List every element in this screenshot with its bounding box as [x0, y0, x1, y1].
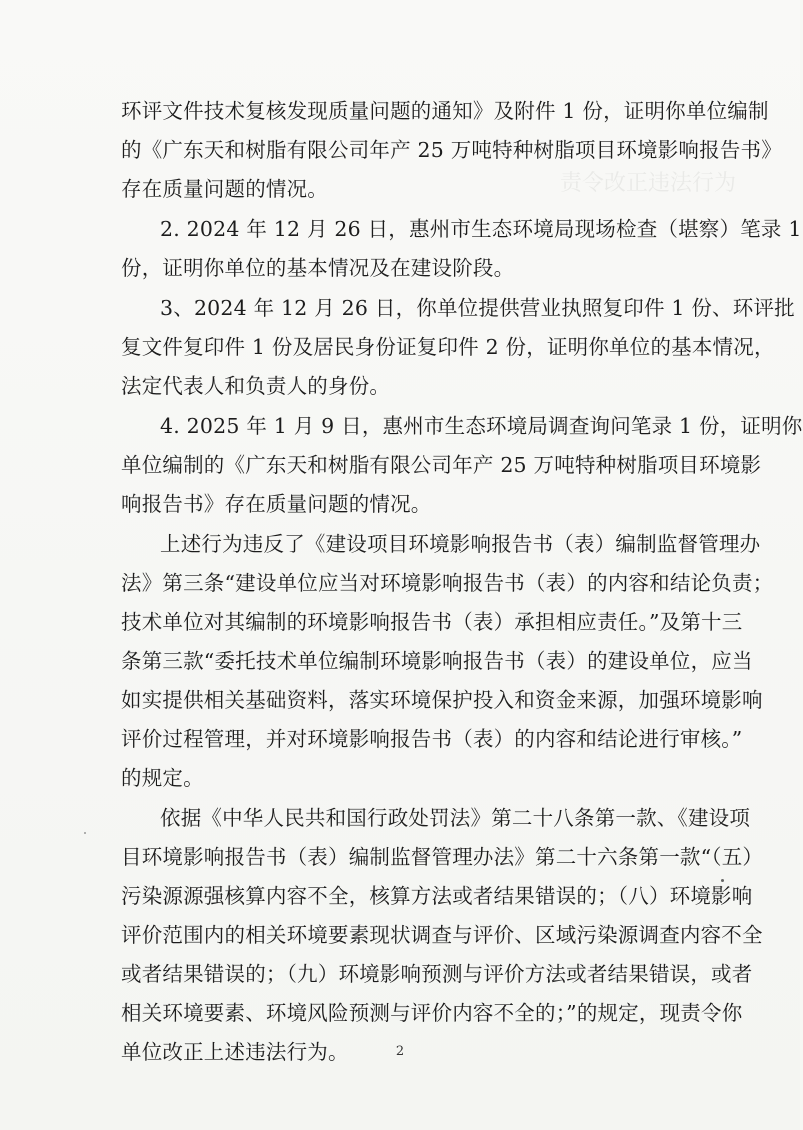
- scan-speck: [721, 879, 724, 882]
- text-line-6: 3、2024 年 12 月 26 日，你单位提供营业执照复印件 1 份、环评批: [160, 296, 795, 320]
- text-line-22: 评价范围内的相关环境要素现状调查与评价、区域污染源调查内容不全: [121, 923, 763, 947]
- text-line-12: 上述行为违反了《建设项目环境影响报告书（表）编制监督管理办: [160, 532, 761, 556]
- text-line-13: 法》第三条“建设单位应当对环境影响报告书（表）的内容和结论负责；: [121, 571, 774, 595]
- text-line-10: 单位编制的《广东天和树脂有限公司年产 25 万吨特种树脂项目环境影: [121, 453, 762, 477]
- text-line-3: 存在质量问题的情况。: [121, 177, 328, 201]
- text-line-25: 单位改正上述违法行为。: [121, 1040, 349, 1064]
- text-line-11: 响报告书》存在质量问题的情况。: [121, 492, 432, 516]
- text-line-7: 复文件复印件 1 份及居民身份证复印件 2 份，证明你单位的基本情况，: [121, 335, 775, 359]
- scan-speck: [84, 832, 86, 834]
- bleed-through-text: 责令改正违法行为: [560, 171, 737, 196]
- text-line-15: 条第三款“委托技术单位编制环境影响报告书（表）的建设单位，应当: [121, 649, 753, 673]
- text-line-9: 4. 2025 年 1 月 9 日，惠州市生态环境局调查询问笔录 1 份，证明你: [160, 414, 803, 438]
- text-line-19: 依据《中华人民共和国行政处罚法》第二十八条第一款、《建设项: [160, 806, 751, 830]
- text-line-1: 环评文件技术复核发现质量问题的通知》及附件 1 份，证明你单位编制: [121, 99, 769, 123]
- text-line-16: 如实提供相关基础资料，落实环境保护投入和资金来源，加强环境影响: [121, 688, 763, 712]
- text-line-23: 或者结果错误的；（九）环境影响预测与评价方法或者结果错误，或者: [121, 962, 753, 986]
- text-line-2: 的《广东天和树脂有限公司年产 25 万吨特种树脂项目环境影响报告书》: [121, 138, 782, 162]
- text-line-20: 目环境影响报告书（表）编制监督管理办法》第二十六条第一款“（五）: [121, 845, 764, 869]
- text-line-17: 评价过程管理，并对环境影响报告书（表）的内容和结论进行审核。”: [121, 727, 743, 751]
- text-line-5: 份，证明你单位的基本情况及在建设阶段。: [121, 256, 515, 280]
- text-line-8: 法定代表人和负责人的身份。: [121, 374, 391, 398]
- text-line-18: 的规定。: [121, 766, 204, 790]
- page-number: 2: [395, 1044, 405, 1059]
- text-line-24: 相关环境要素、环境风险预测与评价内容不全的；”的规定，现责令你: [121, 1001, 743, 1025]
- text-line-4: 2. 2024 年 12 月 26 日，惠州市生态环境局现场检查（堪察）笔录 1: [160, 217, 802, 241]
- text-line-14: 技术单位对其编制的环境影响报告书（表）承担相应责任。”及第十三: [121, 610, 743, 634]
- text-line-21: 污染源源强核算内容不全，核算方法或者结果错误的；（八）环境影响: [121, 884, 753, 908]
